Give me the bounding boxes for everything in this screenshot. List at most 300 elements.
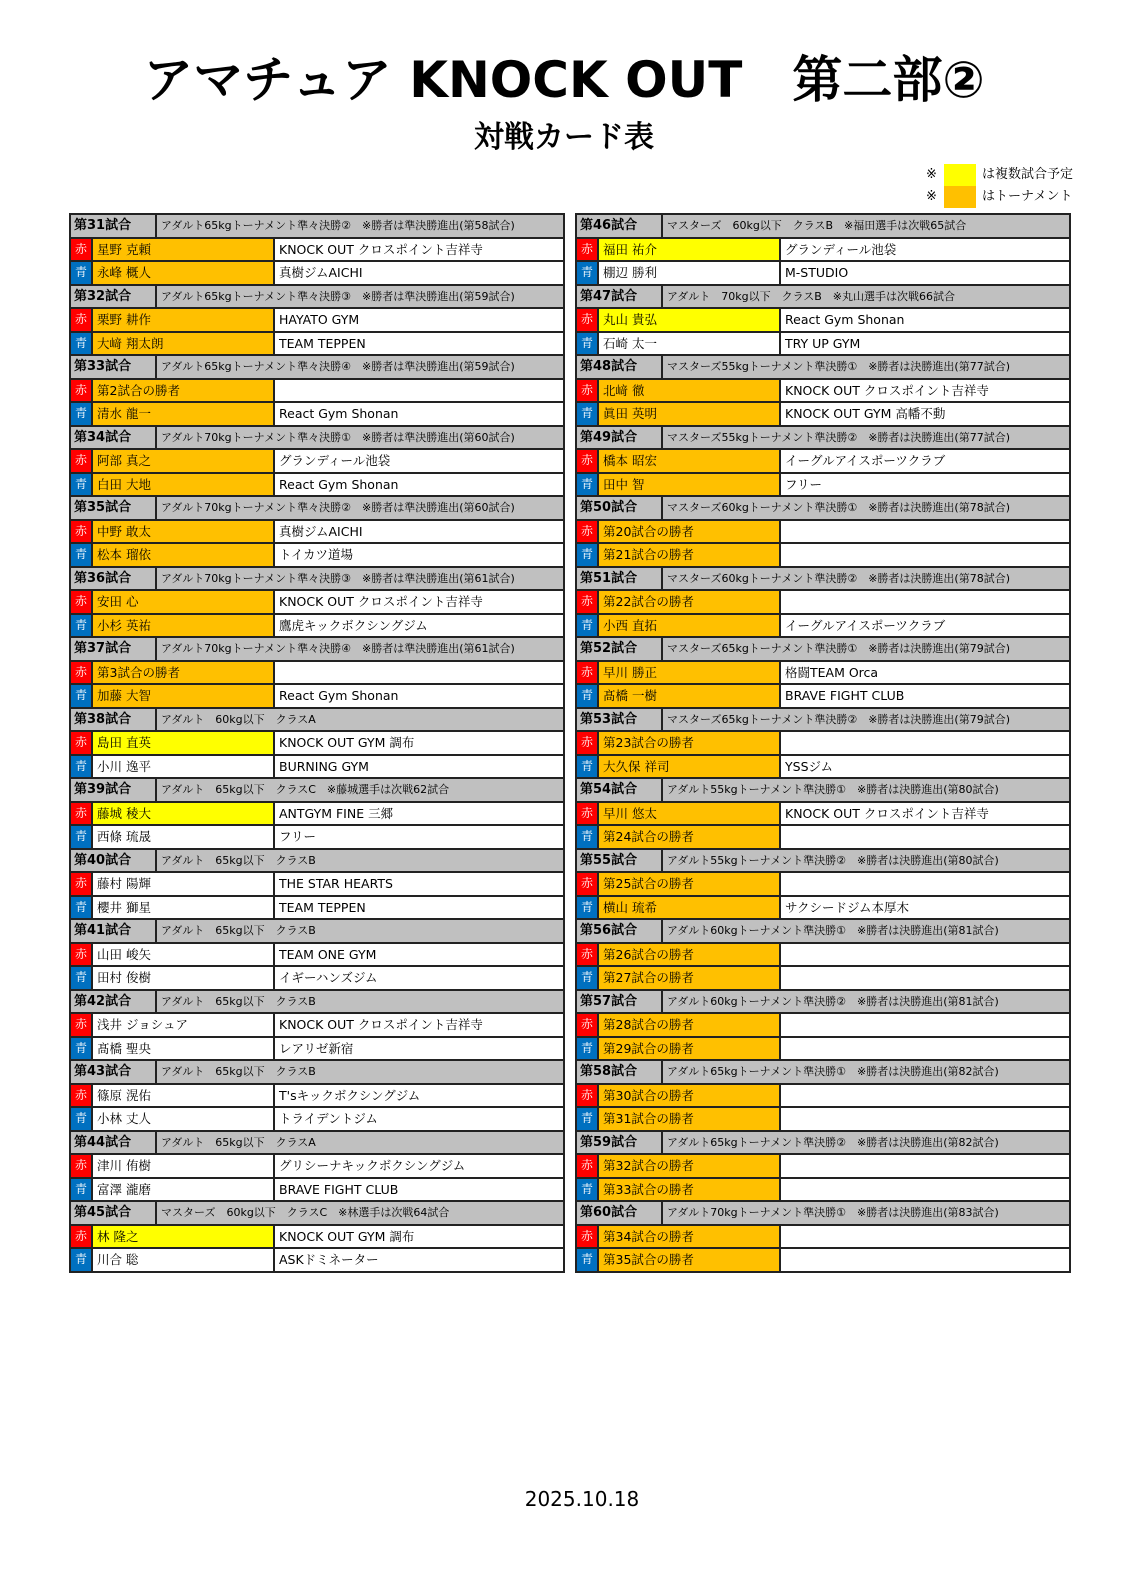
- blue-corner-row: [71, 262, 563, 286]
- red-corner-row: [577, 873, 1069, 897]
- red-corner-label: 赤: [71, 521, 93, 543]
- red-corner-label: 赤: [577, 1085, 599, 1107]
- fighter-name: 大久保 祥司: [599, 756, 781, 778]
- fighter-team: TEAM TEPPEN: [279, 899, 366, 915]
- match-number: 第46試合: [577, 215, 663, 237]
- match-description: アダルト60kgトーナメント準決勝① ※勝者は決勝進出(第81試合): [667, 924, 999, 937]
- red-corner-label: 赤: [71, 450, 93, 472]
- legend-tournament: [926, 186, 1072, 208]
- fighter-team: KNOCK OUT クロスポイント吉祥寺: [279, 594, 483, 609]
- blue-corner-row: [71, 474, 563, 498]
- red-corner-row: [577, 450, 1069, 474]
- match-header: [577, 356, 1069, 380]
- red-corner-row: [577, 1014, 1069, 1038]
- fighter-name: 加藤 大智: [93, 685, 275, 707]
- fighter-name: 横山 琉希: [599, 897, 781, 919]
- match-header: [577, 215, 1069, 239]
- red-corner-label: 赤: [71, 309, 93, 331]
- red-corner-label: 赤: [577, 873, 599, 895]
- blue-corner-row: [71, 967, 563, 991]
- blue-corner-row: [577, 756, 1069, 780]
- fighter-name: 第26試合の勝者: [599, 944, 781, 966]
- fighter-team: [275, 662, 563, 684]
- match-header: [577, 920, 1069, 944]
- fighter-team: KNOCK OUT GYM 調布: [279, 735, 415, 750]
- red-corner-label: 赤: [71, 944, 93, 966]
- fighter-name: 第24試合の勝者: [599, 826, 781, 848]
- fighter-name: 中野 敢太: [93, 521, 275, 543]
- blue-corner-row: [577, 403, 1069, 427]
- match-number: 第53試合: [577, 709, 663, 731]
- fighter-team: YSSジム: [785, 758, 834, 774]
- match-description: マスターズ55kgトーナメント準決勝① ※勝者は決勝進出(第77試合): [667, 360, 1011, 373]
- fighter-name: 藤村 陽輝: [93, 873, 275, 895]
- blue-corner-label: 青: [577, 544, 599, 566]
- fighter-team: [781, 1155, 1069, 1177]
- red-corner-label: 赤: [71, 873, 93, 895]
- match-header: [71, 779, 563, 803]
- fighter-team: BRAVE FIGHT CLUB: [279, 1181, 399, 1197]
- fighter-team: 真樹ジムAICHI: [279, 523, 363, 539]
- red-corner-row: [577, 1085, 1069, 1109]
- match-number: 第57試合: [577, 991, 663, 1013]
- fighter-team: BURNING GYM: [279, 758, 369, 774]
- left-match-table: [69, 213, 565, 1273]
- blue-corner-row: [577, 1249, 1069, 1273]
- red-corner-row: [71, 1226, 563, 1250]
- fighter-name: 田村 俊樹: [93, 967, 275, 989]
- fighter-name: 第28試合の勝者: [599, 1014, 781, 1036]
- blue-corner-label: 青: [577, 1249, 599, 1271]
- blue-corner-label: 青: [71, 262, 93, 284]
- fighter-name: 第21試合の勝者: [599, 544, 781, 566]
- legend-mark: ※: [926, 189, 937, 204]
- red-corner-label: 赤: [577, 450, 599, 472]
- fighter-team: イギーハンズジム: [279, 970, 378, 985]
- fighter-team: [781, 591, 1069, 613]
- fighter-name: 第25試合の勝者: [599, 873, 781, 895]
- blue-corner-label: 青: [71, 1108, 93, 1130]
- red-corner-row: [71, 450, 563, 474]
- fighter-name: 白田 大地: [93, 474, 275, 496]
- fighter-name: 山田 峻矢: [93, 944, 275, 966]
- match-number: 第51試合: [577, 568, 663, 590]
- blue-corner-row: [71, 685, 563, 709]
- match-description: アダルト 65kg以下 クラスC ※藤城選手は次戦62試合: [161, 783, 450, 796]
- red-corner-label: 赤: [577, 944, 599, 966]
- red-corner-label: 赤: [71, 803, 93, 825]
- match-header: [71, 215, 563, 239]
- legend-multi-match: [926, 164, 1073, 186]
- match-description: アダルト65kgトーナメント準々決勝③ ※勝者は準決勝進出(第59試合): [161, 289, 515, 303]
- blue-corner-label: 青: [71, 1038, 93, 1060]
- fighter-name: 星野 克頼: [93, 239, 275, 261]
- blue-corner-row: [71, 403, 563, 427]
- fighter-name: 西條 琉晟: [93, 826, 275, 848]
- legend-yellow-swatch: [944, 164, 976, 186]
- match-description: アダルト55kgトーナメント準決勝② ※勝者は決勝進出(第80試合): [667, 853, 999, 867]
- fighter-team: [781, 1226, 1069, 1248]
- match-description: アダルト70kgトーナメント準決勝① ※勝者は決勝進出(第83試合): [667, 1206, 999, 1219]
- fighter-name: 棚辺 勝利: [599, 262, 781, 284]
- blue-corner-row: [577, 1108, 1069, 1132]
- match-description: アダルト70kgトーナメント準々決勝① ※勝者は準決勝進出(第60試合): [161, 430, 515, 444]
- match-header: [71, 356, 563, 380]
- match-header: [71, 850, 563, 874]
- red-corner-label: 赤: [577, 521, 599, 543]
- blue-corner-row: [71, 1038, 563, 1062]
- match-description: マスターズ55kgトーナメント準決勝② ※勝者は決勝進出(第77試合): [667, 430, 1011, 444]
- legend-orange-swatch: [944, 186, 976, 208]
- blue-corner-label: 青: [71, 615, 93, 637]
- fighter-name: 島田 直英: [93, 732, 275, 754]
- blue-corner-label: 青: [577, 897, 599, 919]
- fighter-name: 第32試合の勝者: [599, 1155, 781, 1177]
- red-corner-row: [71, 1014, 563, 1038]
- fighter-team: ASKドミネーター: [279, 1252, 379, 1267]
- blue-corner-row: [577, 615, 1069, 639]
- fighter-name: 石崎 太一: [599, 333, 781, 355]
- fighter-team: トイカツ道場: [279, 547, 354, 562]
- match-description: アダルト65kgトーナメント準々決勝② ※勝者は準決勝進出(第58試合): [161, 219, 515, 232]
- match-description: アダルト70kgトーナメント準々決勝④ ※勝者は準決勝進出(第61試合): [161, 642, 515, 655]
- fighter-team: [781, 1085, 1069, 1107]
- fighter-team: [781, 544, 1069, 566]
- blue-corner-row: [577, 826, 1069, 850]
- blue-corner-label: 青: [577, 262, 599, 284]
- match-header: [71, 568, 563, 592]
- fighter-name: 第2試合の勝者: [93, 380, 275, 402]
- red-corner-label: 赤: [577, 591, 599, 613]
- blue-corner-row: [577, 474, 1069, 498]
- fighter-name: 川合 聡: [93, 1249, 275, 1271]
- fighter-team: KNOCK OUT GYM 調布: [279, 1228, 415, 1244]
- fighter-team: ANTGYM FINE 三郷: [279, 805, 394, 821]
- red-corner-row: [71, 662, 563, 686]
- blue-corner-label: 青: [71, 897, 93, 919]
- fighter-name: 松本 瑠依: [93, 544, 275, 566]
- match-header: [71, 1202, 563, 1226]
- match-description: マスターズ 60kg以下 クラスC ※林選手は次戦64試合: [161, 1206, 450, 1219]
- match-header: [577, 1202, 1069, 1226]
- blue-corner-label: 青: [71, 826, 93, 848]
- red-corner-row: [577, 239, 1069, 263]
- red-corner-row: [577, 944, 1069, 968]
- red-corner-label: 赤: [577, 239, 599, 261]
- match-description: アダルト70kgトーナメント準々決勝② ※勝者は準決勝進出(第60試合): [161, 501, 515, 514]
- red-corner-row: [71, 309, 563, 333]
- fighter-team: トライデントジム: [279, 1111, 378, 1126]
- red-corner-label: 赤: [577, 309, 599, 331]
- fighter-team: TRY UP GYM: [785, 335, 861, 351]
- match-number: 第54試合: [577, 779, 663, 801]
- fighter-team: イーグルアイスポーツクラブ: [785, 453, 946, 468]
- match-description: マスターズ60kgトーナメント準決勝② ※勝者は決勝進出(第78試合): [667, 571, 1011, 585]
- fighter-name: 浅井 ジョシュア: [93, 1014, 275, 1036]
- match-header: [577, 1132, 1069, 1156]
- fighter-name: 小杉 英祐: [93, 615, 275, 637]
- red-corner-label: 赤: [577, 732, 599, 754]
- blue-corner-row: [71, 615, 563, 639]
- fighter-team: レアリゼ新宿: [279, 1040, 354, 1056]
- fighter-name: 眞田 英明: [599, 403, 781, 425]
- fighter-name: 藤城 稜大: [93, 803, 275, 825]
- red-corner-row: [577, 662, 1069, 686]
- match-number: 第43試合: [71, 1061, 157, 1083]
- fighter-name: 早川 悠太: [599, 803, 781, 825]
- fighter-team: サクシードジム本厚木: [785, 899, 910, 915]
- match-number: 第38試合: [71, 709, 157, 731]
- match-number: 第55試合: [577, 850, 663, 872]
- match-header: [577, 709, 1069, 733]
- blue-corner-label: 青: [577, 474, 599, 496]
- red-corner-row: [577, 309, 1069, 333]
- blue-corner-row: [71, 897, 563, 921]
- match-description: マスターズ65kgトーナメント準決勝① ※勝者は決勝進出(第79試合): [667, 642, 1011, 655]
- match-header: [577, 850, 1069, 874]
- fighter-name: 清水 龍一: [93, 403, 275, 425]
- match-number: 第40試合: [71, 850, 157, 872]
- red-corner-row: [577, 803, 1069, 827]
- blue-corner-row: [71, 1108, 563, 1132]
- match-number: 第34試合: [71, 427, 157, 449]
- fighter-team: KNOCK OUT クロスポイント吉祥寺: [279, 241, 483, 257]
- red-corner-label: 赤: [71, 732, 93, 754]
- match-header: [71, 920, 563, 944]
- fighter-team: [781, 944, 1069, 966]
- blue-corner-label: 青: [71, 544, 93, 566]
- fighter-name: 第31試合の勝者: [599, 1108, 781, 1130]
- legend-text: は複数試合予定: [982, 167, 1074, 182]
- red-corner-label: 赤: [577, 1014, 599, 1036]
- fighter-name: 櫻井 獅星: [93, 897, 275, 919]
- fighter-name: 林 隆之: [93, 1226, 275, 1248]
- match-number: 第37試合: [71, 638, 157, 660]
- match-header: [577, 286, 1069, 310]
- fighter-name: 福田 祐介: [599, 239, 781, 261]
- fighter-team: KNOCK OUT GYM 高幡不動: [785, 406, 946, 421]
- red-corner-label: 赤: [577, 1155, 599, 1177]
- match-header: [71, 1132, 563, 1156]
- red-corner-label: 赤: [71, 380, 93, 402]
- fighter-name: 田中 智: [599, 474, 781, 496]
- red-corner-row: [71, 803, 563, 827]
- match-header: [71, 709, 563, 733]
- fighter-team: HAYATO GYM: [279, 312, 360, 327]
- red-corner-row: [71, 1155, 563, 1179]
- fighter-team: TEAM ONE GYM: [279, 946, 377, 962]
- match-number: 第33試合: [71, 356, 157, 378]
- match-number: 第48試合: [577, 356, 663, 378]
- fighter-name: 髙橋 聖央: [93, 1038, 275, 1060]
- fighter-name: 第29試合の勝者: [599, 1038, 781, 1060]
- fighter-team: [781, 1249, 1069, 1271]
- fighter-name: 丸山 貴弘: [599, 309, 781, 331]
- match-description: アダルト65kgトーナメント準決勝① ※勝者は決勝進出(第82試合): [667, 1065, 999, 1078]
- match-number: 第36試合: [71, 568, 157, 590]
- fighter-team: 真樹ジムAICHI: [279, 265, 363, 280]
- red-corner-row: [577, 1155, 1069, 1179]
- fighter-name: 橋本 昭宏: [599, 450, 781, 472]
- fighter-team: フリー: [279, 829, 317, 844]
- match-header: [577, 427, 1069, 451]
- red-corner-row: [71, 521, 563, 545]
- match-header: [577, 991, 1069, 1015]
- fighter-team: グランディール池袋: [785, 241, 897, 257]
- blue-corner-label: 青: [577, 1179, 599, 1201]
- blue-corner-label: 青: [71, 685, 93, 707]
- fighter-team: BRAVE FIGHT CLUB: [785, 688, 905, 703]
- fighter-team: React Gym Shonan: [279, 688, 399, 703]
- blue-corner-row: [71, 333, 563, 357]
- red-corner-row: [71, 873, 563, 897]
- fighter-team: [781, 1038, 1069, 1060]
- page-subtitle: 対戦カード表: [474, 120, 654, 155]
- fighter-team: TEAM TEPPEN: [279, 335, 366, 351]
- blue-corner-label: 青: [71, 333, 93, 355]
- match-number: 第32試合: [71, 286, 157, 308]
- fighter-name: 阿部 真之: [93, 450, 275, 472]
- match-header: [71, 1061, 563, 1085]
- blue-corner-row: [577, 967, 1069, 991]
- match-description: アダルト55kgトーナメント準決勝① ※勝者は決勝進出(第80試合): [667, 783, 999, 796]
- fighter-name: 富澤 瀧磨: [93, 1179, 275, 1201]
- fighter-team: グランディール池袋: [279, 453, 391, 468]
- fighter-name: 篠原 滉佑: [93, 1085, 275, 1107]
- fighter-name: 北﨑 徹: [599, 380, 781, 402]
- page-title: アマチュア KNOCK OUT 第二部②: [143, 51, 985, 109]
- right-match-table: [575, 213, 1071, 1273]
- match-number: 第52試合: [577, 638, 663, 660]
- fighter-name: 小西 直拓: [599, 615, 781, 637]
- fighter-team: React Gym Shonan: [279, 476, 399, 492]
- match-number: 第45試合: [71, 1202, 157, 1224]
- blue-corner-row: [577, 685, 1069, 709]
- red-corner-label: 赤: [577, 803, 599, 825]
- fighter-team: React Gym Shonan: [279, 406, 399, 421]
- fighter-team: M-STUDIO: [785, 265, 849, 280]
- blue-corner-label: 青: [71, 403, 93, 425]
- blue-corner-row: [577, 262, 1069, 286]
- blue-corner-label: 青: [577, 826, 599, 848]
- fighter-name: 第35試合の勝者: [599, 1249, 781, 1271]
- match-description: アダルト65kgトーナメント準決勝② ※勝者は決勝進出(第82試合): [667, 1135, 999, 1149]
- red-corner-row: [71, 732, 563, 756]
- blue-corner-row: [71, 826, 563, 850]
- match-description: アダルト65kgトーナメント準々決勝④ ※勝者は準決勝進出(第59試合): [161, 360, 515, 373]
- match-description: アダルト 65kg以下 クラスA: [161, 1135, 316, 1149]
- fighter-name: 栗野 耕作: [93, 309, 275, 331]
- fighter-name: 第3試合の勝者: [93, 662, 275, 684]
- match-number: 第56試合: [577, 920, 663, 942]
- match-description: アダルト60kgトーナメント準決勝② ※勝者は決勝進出(第81試合): [667, 994, 999, 1008]
- match-number: 第58試合: [577, 1061, 663, 1083]
- fighter-name: 第27試合の勝者: [599, 967, 781, 989]
- match-number: 第49試合: [577, 427, 663, 449]
- fighter-name: 大﨑 翔太朗: [93, 333, 275, 355]
- fighter-team: [275, 380, 563, 402]
- match-header: [577, 779, 1069, 803]
- red-corner-row: [71, 591, 563, 615]
- fighter-team: [781, 1179, 1069, 1201]
- fighter-team: [781, 873, 1069, 895]
- match-header: [577, 1061, 1069, 1085]
- red-corner-label: 赤: [577, 380, 599, 402]
- match-header: [71, 991, 563, 1015]
- match-description: アダルト 65kg以下 クラスB: [161, 853, 316, 867]
- blue-corner-label: 青: [71, 756, 93, 778]
- red-corner-row: [577, 1226, 1069, 1250]
- match-header: [577, 568, 1069, 592]
- red-corner-label: 赤: [71, 591, 93, 613]
- red-corner-label: 赤: [71, 1155, 93, 1177]
- blue-corner-label: 青: [577, 1108, 599, 1130]
- match-number: 第60試合: [577, 1202, 663, 1224]
- fighter-team: フリー: [785, 476, 823, 492]
- match-description: マスターズ65kgトーナメント準決勝② ※勝者は決勝進出(第79試合): [667, 712, 1011, 726]
- fighter-team: [781, 521, 1069, 543]
- match-number: 第35試合: [71, 497, 157, 519]
- match-description: アダルト 65kg以下 クラスB: [161, 924, 316, 937]
- red-corner-row: [71, 239, 563, 263]
- fighter-name: 津川 侑樹: [93, 1155, 275, 1177]
- match-description: アダルト70kgトーナメント準々決勝③ ※勝者は準決勝進出(第61試合): [161, 571, 515, 585]
- blue-corner-label: 青: [71, 967, 93, 989]
- blue-corner-row: [577, 544, 1069, 568]
- red-corner-row: [71, 944, 563, 968]
- fighter-name: 永峰 概人: [93, 262, 275, 284]
- fighter-team: [781, 1108, 1069, 1130]
- blue-corner-label: 青: [577, 967, 599, 989]
- red-corner-label: 赤: [71, 1085, 93, 1107]
- fighter-name: 第30試合の勝者: [599, 1085, 781, 1107]
- blue-corner-label: 青: [71, 1179, 93, 1201]
- match-number: 第47試合: [577, 286, 663, 308]
- blue-corner-row: [71, 1249, 563, 1273]
- match-number: 第59試合: [577, 1132, 663, 1154]
- match-description: アダルト 70kg以下 クラスB ※丸山選手は次戦66試合: [667, 289, 956, 303]
- legend-text: はトーナメント: [982, 189, 1073, 204]
- fighter-team: [781, 1014, 1069, 1036]
- fighter-name: 第33試合の勝者: [599, 1179, 781, 1201]
- fighter-team: T'sキックボクシングジム: [279, 1087, 421, 1103]
- match-number: 第41試合: [71, 920, 157, 942]
- red-corner-row: [577, 591, 1069, 615]
- blue-corner-row: [577, 897, 1069, 921]
- fighter-team: KNOCK OUT クロスポイント吉祥寺: [785, 805, 989, 821]
- fighter-team: グリシーナキックボクシングジム: [279, 1158, 466, 1173]
- match-description: アダルト 60kg以下 クラスA: [161, 712, 316, 726]
- match-number: 第50試合: [577, 497, 663, 519]
- fighter-team: React Gym Shonan: [785, 312, 905, 327]
- blue-corner-row: [71, 544, 563, 568]
- blue-corner-label: 青: [577, 1038, 599, 1060]
- red-corner-row: [71, 380, 563, 404]
- match-number: 第39試合: [71, 779, 157, 801]
- blue-corner-label: 青: [577, 685, 599, 707]
- blue-corner-row: [577, 1038, 1069, 1062]
- match-header: [71, 286, 563, 310]
- fighter-team: THE STAR HEARTS: [279, 876, 393, 891]
- red-corner-row: [577, 380, 1069, 404]
- blue-corner-row: [71, 756, 563, 780]
- fighter-name: 早川 勝正: [599, 662, 781, 684]
- red-corner-label: 赤: [71, 1226, 93, 1248]
- red-corner-label: 赤: [71, 662, 93, 684]
- blue-corner-label: 青: [577, 615, 599, 637]
- legend-mark: ※: [926, 167, 937, 182]
- fighter-name: 小川 逸平: [93, 756, 275, 778]
